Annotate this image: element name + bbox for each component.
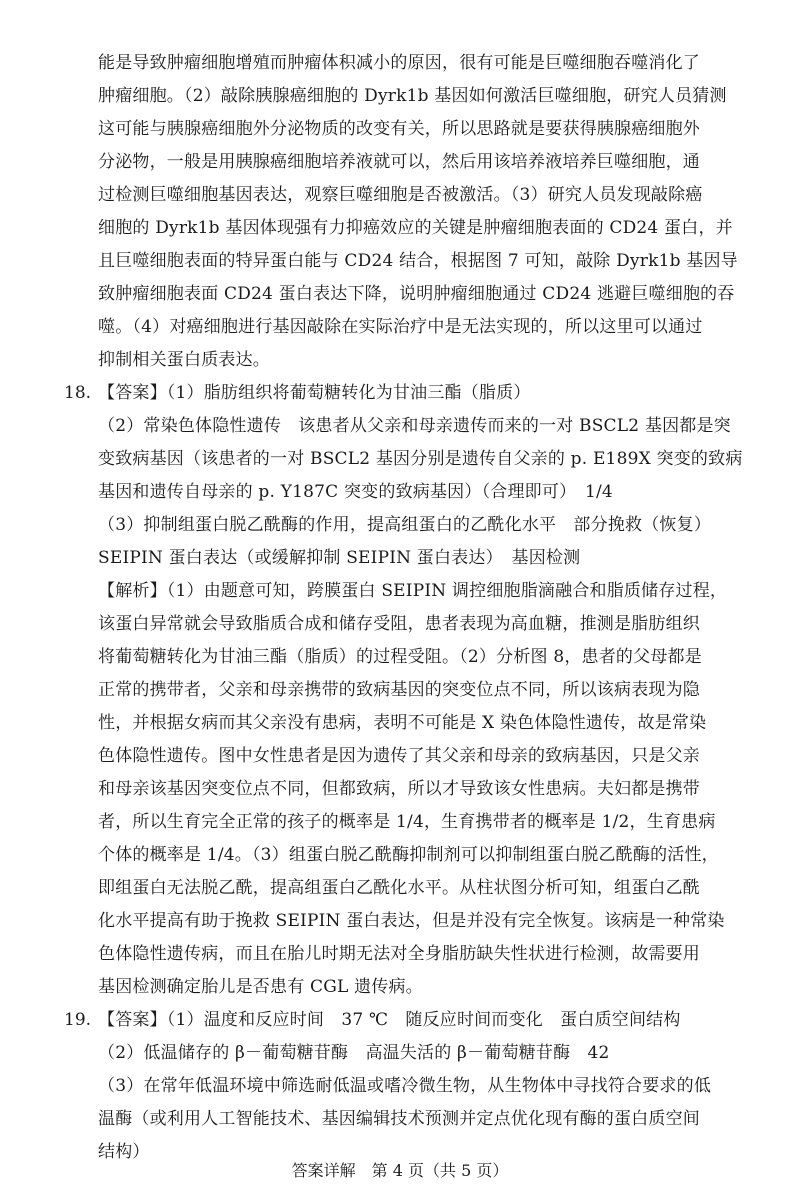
text-line: 分泌物，一般是用胰腺癌细胞培养液就可以，然后用该培养液培养巨噬细胞，通: [98, 152, 700, 172]
answer-line: 【答案】（1）脂肪组织将葡萄糖转化为甘油三酯（脂质）: [98, 383, 531, 403]
analysis-line: 【解析】（1）由题意可知，跨膜蛋白 SEIPIN 调控细胞脂滴融合和脂质储存过程，: [98, 581, 728, 601]
text-line: 基因检测确定胎儿是否患有 CGL 遗传病。: [98, 977, 423, 997]
text-line: （3）抑制组蛋白脱乙酰酶的作用，提高组蛋白的乙酰化水平 部分挽救（恢复）: [98, 515, 712, 535]
text-line: 细胞的 Dyrk1b 基因体现强有力抑癌效应的关键是肿瘤细胞表面的 CD24 蛋白，并: [98, 218, 733, 238]
answer-line: 【答案】（1）温度和反应时间 37 ℃ 随反应时间而变化 蛋白质空间结构: [98, 1010, 681, 1030]
text-line: 肿瘤细胞。（2）敲除胰腺癌细胞的 Dyrk1b 基因如何激活巨噬细胞，研究人员猜测: [98, 86, 727, 106]
text-line: 即组蛋白无法脱乙酰，提高组蛋白乙酰化水平。从柱状图分析可知，组蛋白乙酰: [98, 878, 700, 898]
text-line: 变致病基因（该患者的一对 BSCL2 基因分别是遗传自父亲的 p. E189X 突变的致病: [98, 449, 743, 469]
text-line: 且巨噬细胞表面的特异蛋白能与 CD24 结合，根据图 7 可知，敲除 Dyrk1b 基因导: [98, 251, 738, 271]
text-line: 色体隐性遗传。图中女性患者是因为遗传了其父亲和母亲的致病基因，只是父亲: [98, 746, 700, 766]
text-line: 致肿瘤细胞表面 CD24 蛋白表达下降，说明肿瘤细胞通过 CD24 逃避巨噬细胞的吞: [98, 284, 735, 304]
text-line: 基因和遗传自母亲的 p. Y187C 突变的致病基因）（合理即可） 1/4: [98, 482, 613, 502]
text-line: 者，所以生育完全正常的孩子的概率是 1/4，生育携带者的概率是 1/2，生育患病: [98, 812, 716, 832]
text-line: （2）低温储存的 β－葡萄糖苷酶 高温失活的 β－葡萄糖苷酶 42: [98, 1043, 610, 1063]
text-line: 结构）: [98, 1142, 150, 1162]
text-line: 噬。（4）对癌细胞进行基因敲除在实际治疗中是无法实现的，所以这里可以通过: [98, 317, 703, 337]
question-number-18: 18.: [64, 383, 92, 403]
text-line: （2）常染色体隐性遗传 该患者从父亲和母亲遗传而来的一对 BSCL2 基因都是突: [98, 416, 731, 436]
text-line: 该蛋白异常就会导致脂质合成和储存受阻，患者表现为高血糖，推测是脂肪组织: [98, 614, 700, 634]
text-line: 性，并根据女病而其父亲没有患病，表明不可能是 X 染色体隐性遗传，故是常染: [98, 713, 707, 733]
question-number-19: 19.: [64, 1010, 92, 1030]
text-line: 过检测巨噬细胞基因表达，观察巨噬细胞是否被激活。（3）研究人员发现敲除癌: [98, 185, 703, 205]
text-line: 将葡萄糖转化为甘油三酯（脂质）的过程受阻。（2）分析图 8，患者的父母都是: [98, 647, 702, 667]
text-line: 个体的概率是 1/4。（3）组蛋白脱乙酰酶抑制剂可以抑制组蛋白脱乙酰酶的活性，: [98, 845, 719, 865]
text-line: 抑制相关蛋白质表达。: [98, 350, 270, 370]
text-line: 温酶（或利用人工智能技术、基因编辑技术预测并定点优化现有酶的蛋白质空间: [98, 1109, 700, 1129]
text-line: 正常的携带者，父亲和母亲携带的致病基因的突变位点不同，所以该病表现为隐: [98, 680, 700, 700]
text-line: 和母亲该基因突变位点不同，但都致病，所以才导致该女性患病。夫妇都是携带: [98, 779, 700, 799]
text-line: 能是导致肿瘤细胞增殖而肿瘤体积减小的原因，很有可能是巨噬细胞吞噬消化了: [98, 53, 700, 73]
text-line: 化水平提高有助于挽救 SEIPIN 蛋白表达，但是并没有完全恢复。该病是一种常染: [98, 911, 725, 931]
text-line: SEIPIN 蛋白表达（或缓解抑制 SEIPIN 蛋白表达） 基因检测: [98, 548, 581, 568]
page-footer: 答案详解 第 4 页（共 5 页）: [291, 1161, 509, 1180]
text-line: 这可能与胰腺癌细胞外分泌物质的改变有关，所以思路就是要获得胰腺癌细胞外: [98, 119, 700, 139]
text-line: （3）在常年低温环境中筛选耐低温或嗜冷微生物，从生物体中寻找符合要求的低: [98, 1076, 712, 1096]
text-line: 色体隐性遗传病，而且在胎儿时期无法对全身脂肪缺失性状进行检测，故需要用: [98, 944, 700, 964]
